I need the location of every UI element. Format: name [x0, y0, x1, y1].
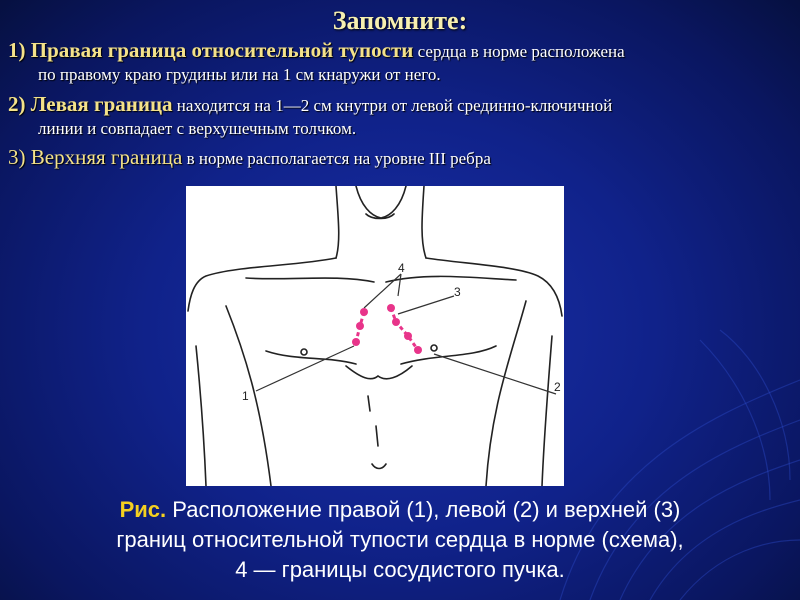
caption-prefix: Рис.: [119, 497, 167, 522]
caption-line-1: Рис. Расположение правой (1), левой (2) и верхней (3): [119, 497, 681, 522]
item-1-text: сердца в норме расположена: [417, 42, 625, 61]
shoulder-left: [188, 258, 336, 311]
label-4: 4: [398, 261, 405, 275]
item-1-line-1: [8, 40, 625, 62]
slide-title: Запомните:: [332, 6, 468, 35]
neck-left: [336, 186, 339, 258]
label-3: 3: [454, 285, 461, 299]
pointer-3: [398, 296, 454, 314]
clavicle-left: [246, 278, 374, 282]
arm-left: [196, 346, 206, 486]
abdomen-line: [376, 426, 378, 446]
border-markers: [352, 304, 422, 354]
neck-right: [422, 186, 426, 258]
pointer-2: [434, 354, 556, 394]
torso-diagram: [186, 186, 564, 486]
item-3-line-1: [8, 147, 491, 169]
item-2-text: находится на 1—2 см кнутри от левой срединно-ключичной: [176, 96, 613, 115]
label-1: 1: [242, 389, 249, 403]
pectoral-left: [266, 351, 356, 364]
item-2-line-1: [8, 94, 612, 116]
shoulder-right: [426, 258, 562, 316]
item-3-highlight: 3) Верхняя граница: [8, 145, 183, 169]
caption-line-3: 4 — границы сосудистого пучка.: [235, 557, 565, 582]
caption-line-2: границ относительной тупости сердца в норме (схема),: [116, 527, 684, 552]
pointer-4b: [398, 274, 401, 296]
navel: [372, 464, 386, 469]
clavicle-right: [386, 276, 516, 282]
item-1-highlight: 1) Правая граница относительной тупости: [8, 38, 414, 62]
item-2-line-2: линии и совпадает с верхушечным толчком.: [38, 119, 357, 138]
label-2: 2: [554, 380, 561, 394]
torso-side-right: [486, 301, 526, 486]
heart-borders-figure: [186, 186, 564, 486]
nipple-left: [301, 349, 307, 355]
pointer-4a: [364, 274, 401, 308]
figure-caption: [20, 495, 780, 585]
nipple-right: [431, 345, 437, 351]
item-3-text: в норме располагается на уровне III ребра: [186, 149, 491, 168]
ribcage-lower: [346, 366, 412, 379]
arm-right: [542, 336, 552, 486]
chin-outline: [356, 186, 406, 218]
linea-alba: [368, 396, 370, 411]
item-1-line-2: по правому краю грудины или на 1 см кнаружи от него.: [38, 65, 441, 84]
item-2-highlight: 2) Левая граница: [8, 92, 173, 116]
